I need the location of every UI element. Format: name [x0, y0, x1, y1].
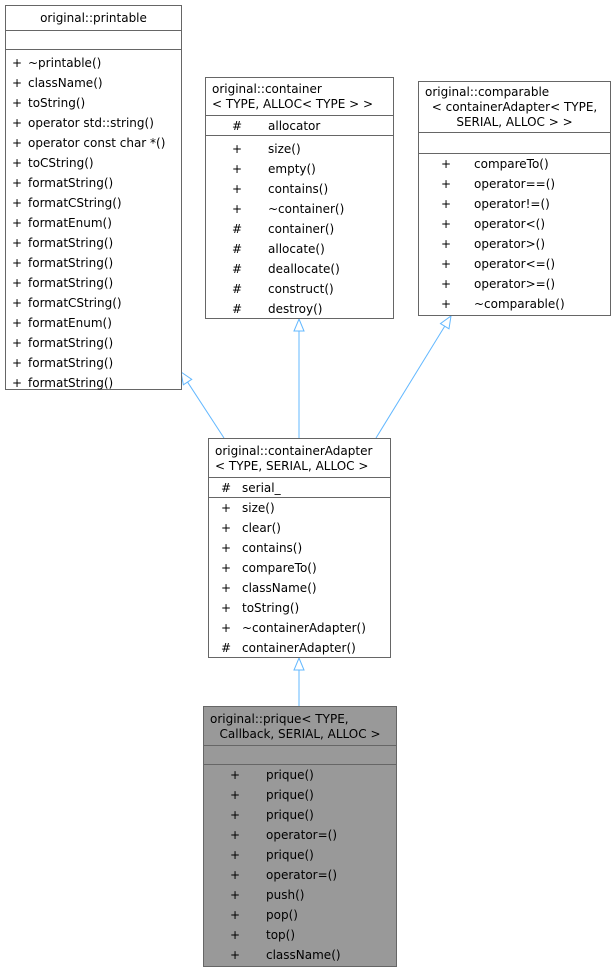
member-row[interactable]	[6, 193, 181, 213]
member-name: pop()	[266, 908, 298, 922]
member-name: operator<=()	[474, 257, 556, 271]
methods-section	[209, 497, 390, 658]
visibility-marker: #	[221, 481, 232, 495]
visibility-marker: +	[441, 257, 452, 271]
member-row[interactable]	[6, 313, 181, 333]
member-name: prique()	[266, 788, 314, 802]
member-name: className()	[266, 948, 341, 962]
class-title-line: < TYPE, ALLOC< TYPE > >	[212, 97, 374, 111]
member-name: prique()	[266, 808, 314, 822]
visibility-marker: +	[441, 237, 452, 251]
member-row[interactable]	[206, 179, 393, 199]
member-row[interactable]	[419, 294, 610, 314]
member-name: operator std::string()	[28, 116, 154, 130]
methods-section	[419, 153, 610, 314]
visibility-marker: +	[221, 521, 232, 535]
member-name: prique()	[266, 848, 314, 862]
member-row[interactable]	[419, 214, 610, 234]
attributes-section	[6, 30, 181, 49]
visibility-marker: +	[221, 581, 232, 595]
member-name: contains()	[242, 541, 303, 555]
member-name: push()	[266, 888, 305, 902]
class-title-line: < TYPE, SERIAL, ALLOC >	[215, 459, 369, 473]
member-name: formatString()	[28, 376, 114, 390]
member-name: className()	[242, 581, 317, 595]
visibility-marker: +	[230, 888, 241, 902]
member-row[interactable]	[204, 845, 396, 865]
visibility-marker: +	[232, 182, 243, 196]
visibility-marker: +	[12, 96, 23, 110]
member-name: operator>()	[474, 237, 546, 251]
class-title-line: < containerAdapter< TYPE,	[431, 100, 598, 114]
class-title-line: original::container	[212, 82, 322, 96]
visibility-marker: +	[221, 621, 232, 635]
visibility-marker: +	[230, 768, 241, 782]
edge-prique-containerAdapter-arrowhead	[294, 658, 304, 670]
visibility-marker: +	[230, 948, 241, 962]
member-row[interactable]	[419, 174, 610, 194]
visibility-marker: +	[221, 501, 232, 515]
member-name: formatString()	[28, 336, 114, 350]
class-box-container[interactable]	[205, 77, 394, 319]
attributes-section	[204, 745, 396, 764]
class-title	[206, 78, 393, 115]
member-row[interactable]	[419, 274, 610, 294]
class-title-line: original::prique< TYPE,	[210, 712, 349, 726]
member-row[interactable]	[209, 538, 390, 558]
member-name: size()	[242, 501, 275, 515]
visibility-marker: +	[230, 928, 241, 942]
visibility-marker: +	[230, 808, 241, 822]
member-name: containerAdapter()	[242, 641, 356, 655]
member-row[interactable]	[209, 618, 390, 638]
member-row[interactable]	[206, 299, 393, 319]
member-name: construct()	[268, 282, 334, 296]
visibility-marker: +	[12, 216, 23, 230]
class-title-line: original::comparable	[425, 85, 550, 99]
visibility-marker: +	[12, 116, 23, 130]
member-name: serial_	[242, 481, 281, 495]
class-box-prique[interactable]	[203, 706, 397, 967]
visibility-marker: +	[12, 276, 23, 290]
member-row[interactable]	[204, 825, 396, 845]
visibility-marker: #	[232, 302, 243, 316]
member-name: size()	[268, 142, 301, 156]
visibility-marker: +	[441, 217, 452, 231]
member-name: formatCString()	[28, 296, 122, 310]
class-box-comparable[interactable]	[418, 81, 611, 316]
member-row[interactable]	[6, 93, 181, 113]
visibility-marker: #	[232, 262, 243, 276]
member-row[interactable]	[206, 219, 393, 239]
member-name: empty()	[268, 162, 316, 176]
visibility-marker: +	[12, 56, 23, 70]
visibility-marker: +	[230, 908, 241, 922]
member-name: operator==()	[474, 177, 556, 191]
member-name: clear()	[242, 521, 281, 535]
member-row[interactable]	[6, 373, 181, 393]
member-row[interactable]	[6, 173, 181, 193]
member-name: prique()	[266, 768, 314, 782]
member-row[interactable]	[6, 53, 181, 73]
member-name: contains()	[268, 182, 329, 196]
methods-section	[204, 764, 396, 965]
member-row[interactable]	[6, 333, 181, 353]
member-row[interactable]	[209, 558, 390, 578]
visibility-marker: #	[232, 222, 243, 236]
member-row[interactable]	[6, 113, 181, 133]
visibility-marker: #	[221, 641, 232, 655]
visibility-marker: +	[12, 336, 23, 350]
member-name: className()	[28, 76, 103, 90]
member-row[interactable]	[206, 116, 393, 136]
class-title-line: Callback, SERIAL, ALLOC >	[219, 727, 381, 741]
member-row[interactable]	[204, 785, 396, 805]
visibility-marker: +	[12, 296, 23, 310]
visibility-marker: +	[12, 356, 23, 370]
attributes-section	[209, 477, 390, 497]
member-name: operator>=()	[474, 277, 556, 291]
member-name: formatCString()	[28, 196, 122, 210]
visibility-marker: +	[12, 136, 23, 150]
class-title	[204, 707, 396, 745]
visibility-marker: +	[12, 76, 23, 90]
methods-section	[206, 135, 393, 319]
member-name: container()	[268, 222, 335, 236]
member-name: formatString()	[28, 356, 114, 370]
class-title	[209, 439, 390, 477]
visibility-marker: +	[12, 236, 23, 250]
member-row[interactable]	[419, 194, 610, 214]
member-name: formatEnum()	[28, 316, 112, 330]
member-row[interactable]	[204, 865, 396, 885]
member-name: formatString()	[28, 276, 114, 290]
visibility-marker: +	[232, 162, 243, 176]
visibility-marker: +	[12, 376, 23, 390]
member-row[interactable]	[209, 498, 390, 518]
member-name: allocator	[268, 119, 321, 133]
member-row[interactable]	[206, 139, 393, 159]
member-row[interactable]	[206, 279, 393, 299]
member-row[interactable]	[6, 253, 181, 273]
class-title	[419, 82, 610, 132]
member-row[interactable]	[6, 273, 181, 293]
methods-section	[6, 49, 181, 393]
member-name: formatString()	[28, 176, 114, 190]
visibility-marker: +	[12, 156, 23, 170]
member-row[interactable]	[6, 293, 181, 313]
visibility-marker: +	[230, 868, 241, 882]
member-row[interactable]	[206, 199, 393, 219]
member-row[interactable]	[6, 233, 181, 253]
visibility-marker: +	[12, 256, 23, 270]
edge-containerAdapter-printable-line	[188, 382, 224, 438]
visibility-marker: +	[221, 541, 232, 555]
visibility-marker: #	[232, 282, 243, 296]
member-name: formatString()	[28, 236, 114, 250]
member-row[interactable]	[204, 945, 396, 965]
member-name: ~printable()	[28, 56, 102, 70]
member-row[interactable]	[419, 154, 610, 174]
visibility-marker: #	[232, 119, 243, 133]
member-name: operator=()	[266, 828, 338, 842]
visibility-marker: +	[12, 196, 23, 210]
visibility-marker: +	[232, 142, 243, 156]
member-row[interactable]	[209, 598, 390, 618]
member-row[interactable]	[206, 259, 393, 279]
visibility-marker: +	[12, 176, 23, 190]
member-name: operator<()	[474, 217, 546, 231]
class-title-line: original::containerAdapter	[215, 444, 373, 458]
member-row[interactable]	[204, 805, 396, 825]
member-name: formatEnum()	[28, 216, 112, 230]
member-row[interactable]	[204, 765, 396, 785]
visibility-marker: +	[441, 277, 452, 291]
member-name: operator const char *()	[28, 136, 166, 150]
visibility-marker: #	[232, 242, 243, 256]
visibility-marker: +	[12, 316, 23, 330]
visibility-marker: +	[230, 828, 241, 842]
member-row[interactable]	[6, 353, 181, 373]
member-name: allocate()	[268, 242, 325, 256]
member-name: operator=()	[266, 868, 338, 882]
member-row[interactable]	[419, 234, 610, 254]
visibility-marker: +	[441, 197, 452, 211]
member-row[interactable]	[209, 518, 390, 538]
member-row[interactable]	[204, 885, 396, 905]
member-row[interactable]	[6, 73, 181, 93]
member-name: ~container()	[268, 202, 345, 216]
edge-containerAdapter-comparable-line	[376, 326, 445, 438]
visibility-marker: +	[441, 177, 452, 191]
member-row[interactable]	[204, 905, 396, 925]
visibility-marker: +	[230, 788, 241, 802]
member-name: formatString()	[28, 256, 114, 270]
member-row[interactable]	[206, 159, 393, 179]
member-name: toString()	[28, 96, 86, 110]
member-name: compareTo()	[242, 561, 317, 575]
visibility-marker: +	[221, 561, 232, 575]
member-row[interactable]	[206, 239, 393, 259]
member-row[interactable]	[209, 578, 390, 598]
member-name: compareTo()	[474, 157, 549, 171]
visibility-marker: +	[441, 297, 452, 311]
class-title-line: SERIAL, ALLOC > >	[456, 115, 573, 129]
class-box-printable[interactable]	[5, 5, 182, 390]
member-name: ~comparable()	[474, 297, 565, 311]
member-row[interactable]	[6, 153, 181, 173]
member-row[interactable]	[209, 478, 390, 498]
member-name: deallocate()	[268, 262, 340, 276]
attributes-section	[419, 132, 610, 153]
member-row[interactable]	[6, 133, 181, 153]
member-name: top()	[266, 928, 296, 942]
visibility-marker: +	[230, 848, 241, 862]
class-title-line: original::printable	[40, 11, 147, 25]
member-name: operator!=()	[474, 197, 550, 211]
member-name: ~containerAdapter()	[242, 621, 366, 635]
class-title	[6, 6, 181, 30]
member-row[interactable]	[204, 925, 396, 945]
member-row[interactable]	[419, 254, 610, 274]
edge-containerAdapter-comparable-arrowhead	[440, 316, 451, 329]
class-box-containerAdapter[interactable]	[208, 438, 391, 658]
member-row[interactable]	[6, 213, 181, 233]
member-name: toString()	[242, 601, 300, 615]
edge-containerAdapter-container-arrowhead	[294, 319, 304, 331]
attributes-section	[206, 115, 393, 135]
visibility-marker: +	[232, 202, 243, 216]
member-name: toCString()	[28, 156, 94, 170]
member-name: destroy()	[268, 302, 323, 316]
member-row[interactable]	[209, 638, 390, 658]
edge-containerAdapter-printable-arrowhead	[181, 372, 192, 385]
visibility-marker: +	[441, 157, 452, 171]
visibility-marker: +	[221, 601, 232, 615]
